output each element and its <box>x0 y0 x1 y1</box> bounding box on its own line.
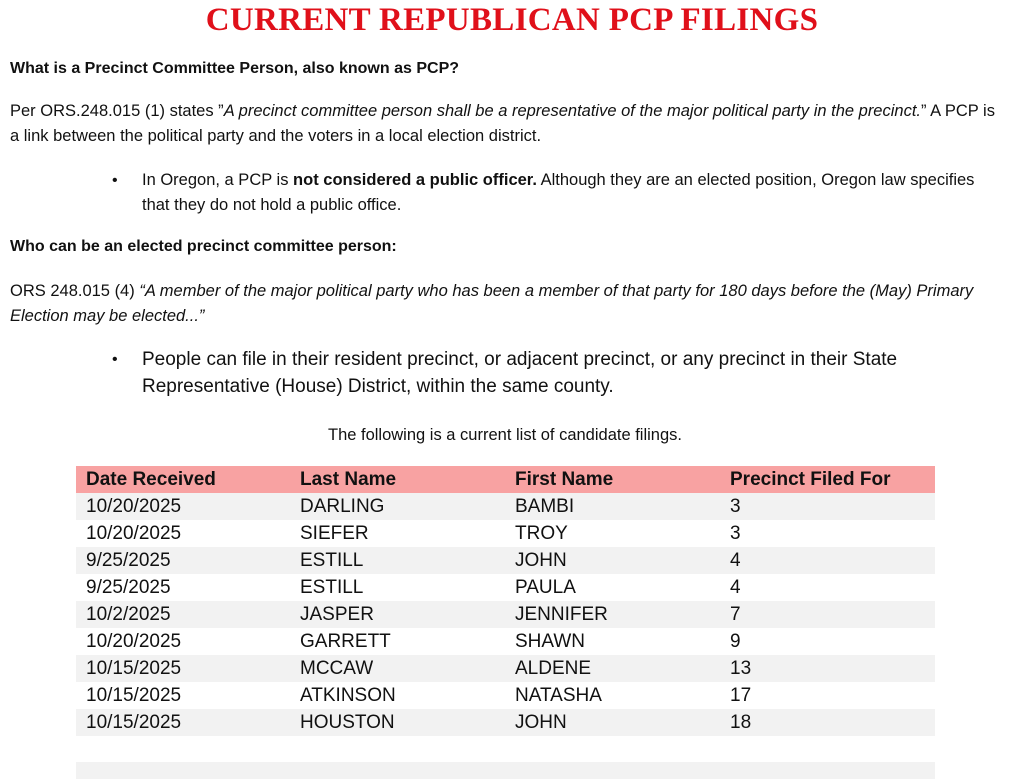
question-heading-1: What is a Precinct Committee Person, also known as PCP? <box>10 60 460 77</box>
cell-precinct: 3 <box>720 493 935 520</box>
table-row <box>76 574 935 601</box>
cell-precinct: 3 <box>720 520 935 547</box>
definition-prefix: Per ORS.248.015 (1) states ” <box>10 102 224 120</box>
table-row <box>76 655 935 682</box>
cell-precinct: 9 <box>720 628 935 655</box>
cell-date: 10/15/2025 <box>76 709 290 736</box>
cell-last-name: HOUSTON <box>290 709 505 736</box>
cell-first-name: NATASHA <box>505 682 720 709</box>
cell-date: 10/2/2025 <box>76 601 290 628</box>
cell-last-name: ESTILL <box>290 547 505 574</box>
definition-paragraph <box>10 99 1000 149</box>
bullet-dot-icon: • <box>112 172 118 189</box>
bullet-dot-icon: • <box>112 351 118 368</box>
cell-precinct: 4 <box>720 547 935 574</box>
cell-date: 10/15/2025 <box>76 655 290 682</box>
filings-table <box>76 466 935 736</box>
cell-date: 10/20/2025 <box>76 628 290 655</box>
header-last-name: Last Name <box>290 466 505 493</box>
cell-last-name: MCCAW <box>290 655 505 682</box>
cell-date: 9/25/2025 <box>76 547 290 574</box>
table-header-row <box>76 466 935 493</box>
cell-first-name: TROY <box>505 520 720 547</box>
table-row <box>76 682 935 709</box>
question-heading-2: Who can be an elected precinct committee person: <box>10 238 397 255</box>
table-row <box>76 628 935 655</box>
eligibility-prefix: ORS 248.015 (4) <box>10 282 140 300</box>
table-row <box>76 601 935 628</box>
cell-date: 9/25/2025 <box>76 574 290 601</box>
cell-last-name: JASPER <box>290 601 505 628</box>
cell-precinct: 4 <box>720 574 935 601</box>
cell-first-name: BAMBI <box>505 493 720 520</box>
bullet2-text: People can file in their resident precinct, or adjacent precinct, or any precinct in their State Representative (House) District, within the same county. <box>142 349 898 397</box>
cell-first-name: JENNIFER <box>505 601 720 628</box>
cell-last-name: ATKINSON <box>290 682 505 709</box>
cell-last-name: DARLING <box>290 493 505 520</box>
eligibility-paragraph <box>10 279 1000 329</box>
cell-precinct: 17 <box>720 682 935 709</box>
cell-first-name: PAULA <box>505 574 720 601</box>
cell-precinct: 13 <box>720 655 935 682</box>
cell-first-name: JOHN <box>505 547 720 574</box>
bullet1-bold: not considered a public officer. <box>293 171 537 189</box>
definition-quote: A precinct committee person shall be a representative of the major political party in the precinct. <box>223 102 921 120</box>
bullet-filing-precinct <box>112 346 992 400</box>
bullet1-text-b: Although they are an elected position, Oregon law specifies that they do not hold a public office. <box>142 171 975 214</box>
cell-last-name: GARRETT <box>290 628 505 655</box>
table-row <box>76 547 935 574</box>
cell-date: 10/15/2025 <box>76 682 290 709</box>
bullet1-text-a: In Oregon, a PCP is <box>142 171 294 189</box>
table-row <box>76 493 935 520</box>
bullet-public-officer <box>112 168 992 218</box>
cell-last-name: ESTILL <box>290 574 505 601</box>
cell-precinct: 18 <box>720 709 935 736</box>
header-first-name: First Name <box>505 466 720 493</box>
table-intro: The following is a current list of candidate filings. <box>327 426 682 444</box>
cell-precinct: 7 <box>720 601 935 628</box>
table-row <box>76 520 935 547</box>
eligibility-quote: “A member of the major political party who has been a member of that party for 180 days before the (May) Primary Election may be elected...” <box>10 282 974 325</box>
table-row <box>76 709 935 736</box>
header-precinct: Precinct Filed For <box>720 466 935 493</box>
page-title: CURRENT REPUBLICAN PCP FILINGS <box>205 2 819 38</box>
cell-last-name: SIEFER <box>290 520 505 547</box>
cell-first-name: JOHN <box>505 709 720 736</box>
cell-first-name: SHAWN <box>505 628 720 655</box>
cell-date: 10/20/2025 <box>76 520 290 547</box>
definition-suffix: ” A PCP is a link between the political party and the voters in a local election district. <box>10 102 995 145</box>
header-date-received: Date Received <box>76 466 290 493</box>
cell-date: 10/20/2025 <box>76 493 290 520</box>
table-empty-row <box>76 762 935 779</box>
cell-first-name: ALDENE <box>505 655 720 682</box>
